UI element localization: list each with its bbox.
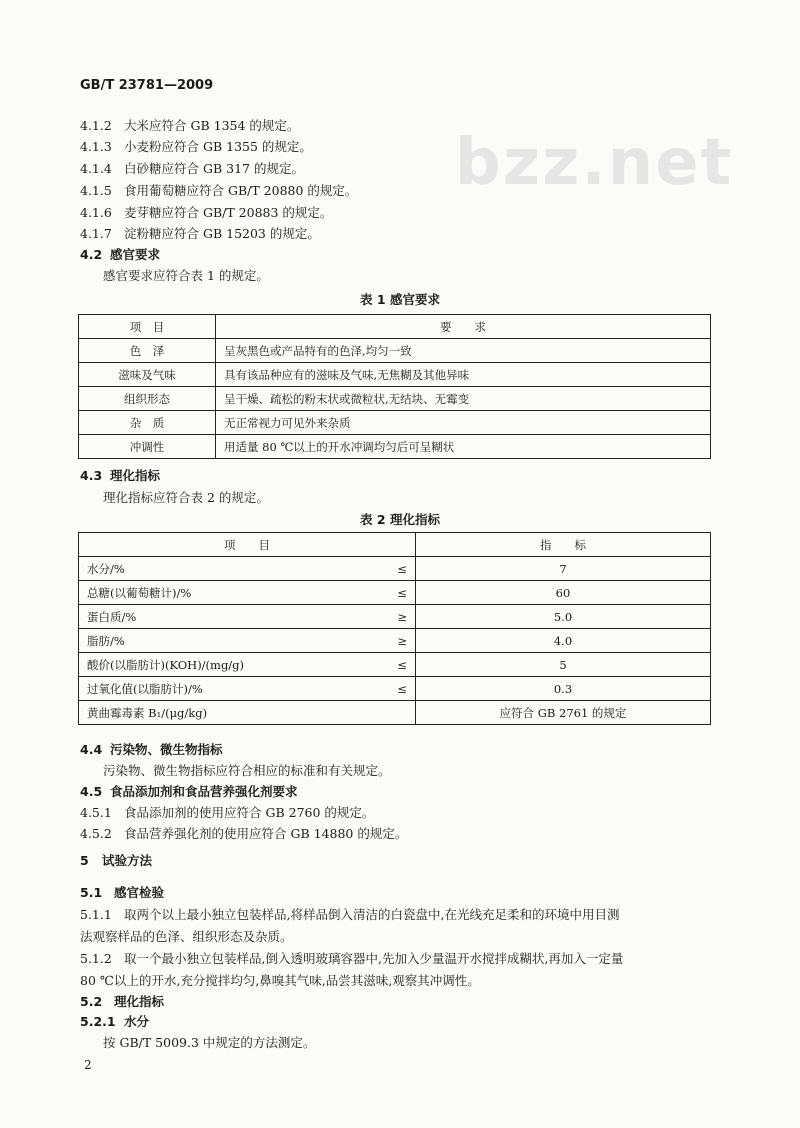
header-cell: 项 目 bbox=[79, 315, 216, 339]
relation-cell: ≤ bbox=[385, 677, 416, 701]
section-heading bbox=[80, 1014, 149, 1030]
clause-number: 4.1.3 bbox=[80, 139, 112, 154]
clause bbox=[80, 118, 299, 134]
section-heading bbox=[80, 468, 160, 484]
relation-cell: ≤ bbox=[385, 557, 416, 581]
section-title: 理化指标 bbox=[110, 468, 161, 483]
clause-text: 取一个最小独立包装样品,倒入透明玻璃容器中,先加入少量温开水搅拌成糊状,再加入一定量 bbox=[124, 951, 624, 966]
watermark: bzz.net bbox=[455, 126, 734, 200]
item-cell: 色 泽 bbox=[79, 339, 216, 363]
clause bbox=[80, 183, 357, 199]
clause-number: 5.1.2 bbox=[80, 951, 112, 966]
section-number: 5.2 bbox=[80, 994, 103, 1009]
value-cell: 7 bbox=[416, 557, 711, 581]
relation-cell: ≤ bbox=[385, 581, 416, 605]
clause-text: 大米应符合 GB 1354 的规定。 bbox=[124, 118, 300, 133]
header-cell: 指 标 bbox=[416, 533, 711, 557]
section-heading bbox=[80, 784, 298, 800]
clause-continuation: 80 ℃以上的开水,充分搅拌均匀,鼻嗅其气味,品尝其滋味,观察其冲调性。 bbox=[80, 973, 480, 988]
clause-number: 4.1.2 bbox=[80, 118, 112, 133]
document-header: GB/T 23781—2009 bbox=[80, 78, 214, 93]
table-row bbox=[79, 339, 711, 363]
item-cell: 过氧化值(以脂肪计)/% bbox=[79, 677, 386, 701]
value-cell: 0.3 bbox=[416, 677, 711, 701]
paragraph: 污染物、微生物指标应符合相应的标准和有关规定。 bbox=[103, 763, 391, 778]
table-row bbox=[79, 435, 711, 459]
table-row bbox=[79, 605, 711, 629]
section-number: 4.4 bbox=[80, 742, 103, 757]
table-row bbox=[79, 581, 711, 605]
physicochemical-table bbox=[78, 532, 711, 725]
value-cell: 5 bbox=[416, 653, 711, 677]
value-cell: 应符合 GB 2761 的规定 bbox=[416, 701, 711, 725]
requirement-cell: 呈灰黑色或产品特有的色泽,均匀一致 bbox=[216, 339, 711, 363]
paragraph: 感官要求应符合表 1 的规定。 bbox=[103, 268, 269, 283]
section-title: 食品添加剂和食品营养强化剂要求 bbox=[110, 784, 298, 799]
clause-number: 4.1.4 bbox=[80, 161, 112, 176]
section-heading bbox=[80, 994, 164, 1010]
requirement-cell: 具有该品种应有的滋味及气味,无焦糊及其他异味 bbox=[216, 363, 711, 387]
table-header-row bbox=[79, 533, 711, 557]
item-cell: 杂 质 bbox=[79, 411, 216, 435]
value-cell: 5.0 bbox=[416, 605, 711, 629]
chapter-number: 5 bbox=[80, 853, 89, 868]
clause bbox=[80, 139, 312, 155]
clause bbox=[80, 161, 304, 177]
table-row bbox=[79, 653, 711, 677]
clause-number: 5.1.1 bbox=[80, 907, 112, 922]
table-row bbox=[79, 701, 711, 725]
item-cell: 水分/% bbox=[79, 557, 386, 581]
section-number: 4.5 bbox=[80, 784, 103, 799]
section-heading bbox=[80, 885, 164, 901]
table-row bbox=[79, 557, 711, 581]
clause bbox=[80, 805, 374, 821]
table-row bbox=[79, 387, 711, 411]
clause bbox=[80, 907, 619, 923]
section-title: 理化指标 bbox=[114, 994, 165, 1009]
section-number: 4.2 bbox=[80, 247, 103, 262]
clause-text: 小麦粉应符合 GB 1355 的规定。 bbox=[124, 139, 312, 154]
section-heading bbox=[80, 247, 160, 263]
clause-text: 淀粉糖应符合 GB 15203 的规定。 bbox=[124, 226, 320, 241]
sensory-table bbox=[78, 314, 711, 459]
requirement-cell: 用适量 80 ℃以上的开水冲调均匀后可呈糊状 bbox=[216, 435, 711, 459]
relation-cell: ≥ bbox=[385, 629, 416, 653]
table-row bbox=[79, 629, 711, 653]
chapter-heading bbox=[80, 853, 152, 869]
relation-cell: ≥ bbox=[385, 605, 416, 629]
section-title: 水分 bbox=[124, 1014, 150, 1029]
clause-number: 4.5.1 bbox=[80, 805, 112, 820]
table-row bbox=[79, 411, 711, 435]
clause-text: 食品添加剂的使用应符合 GB 2760 的规定。 bbox=[124, 805, 375, 820]
header-cell: 项 目 bbox=[79, 533, 416, 557]
section-number: 5.2.1 bbox=[80, 1014, 116, 1029]
requirement-cell: 呈干燥、疏松的粉末状或微粒状,无结块、无霉变 bbox=[216, 387, 711, 411]
table-caption: 表 1 感官要求 bbox=[360, 292, 440, 307]
section-number: 4.3 bbox=[80, 468, 103, 483]
clause-text: 食品营养强化剂的使用应符合 GB 14880 的规定。 bbox=[124, 826, 408, 841]
section-title: 感官要求 bbox=[110, 247, 161, 262]
item-cell: 酸价(以脂肪计)(KOH)/(mg/g) bbox=[79, 653, 386, 677]
section-heading bbox=[80, 742, 223, 758]
clause-number: 4.1.5 bbox=[80, 183, 112, 198]
value-cell: 60 bbox=[416, 581, 711, 605]
clause-text: 食用葡萄糖应符合 GB/T 20880 的规定。 bbox=[124, 183, 358, 198]
section-title: 感官检验 bbox=[114, 885, 165, 900]
clause bbox=[80, 226, 320, 242]
table-header-row bbox=[79, 315, 711, 339]
clause-text: 取两个以上最小独立包装样品,将样品倒入清洁的白瓷盘中,在光线充足柔和的环境中用目测 bbox=[124, 907, 620, 922]
paragraph: 理化指标应符合表 2 的规定。 bbox=[103, 490, 269, 505]
section-number: 5.1 bbox=[80, 885, 103, 900]
item-cell: 总糖(以葡萄糖计)/% bbox=[79, 581, 386, 605]
value-cell: 4.0 bbox=[416, 629, 711, 653]
item-cell: 滋味及气味 bbox=[79, 363, 216, 387]
table-row bbox=[79, 677, 711, 701]
clause bbox=[80, 951, 623, 967]
page-number: 2 bbox=[84, 1058, 92, 1072]
paragraph: 按 GB/T 5009.3 中规定的方法测定。 bbox=[103, 1035, 316, 1050]
table-caption: 表 2 理化指标 bbox=[360, 512, 440, 527]
item-cell: 黄曲霉毒素 B₁/(μg/kg) bbox=[79, 701, 386, 725]
relation-cell bbox=[385, 701, 416, 725]
section-title: 污染物、微生物指标 bbox=[110, 742, 223, 757]
item-cell: 蛋白质/% bbox=[79, 605, 386, 629]
clause-number: 4.5.2 bbox=[80, 826, 112, 841]
clause-number: 4.1.7 bbox=[80, 226, 112, 241]
table-row bbox=[79, 363, 711, 387]
header-cell: 要 求 bbox=[216, 315, 711, 339]
relation-cell: ≤ bbox=[385, 653, 416, 677]
clause-text: 白砂糖应符合 GB 317 的规定。 bbox=[124, 161, 304, 176]
item-cell: 组织形态 bbox=[79, 387, 216, 411]
chapter-title: 试验方法 bbox=[102, 853, 153, 868]
clause-continuation: 法观察样品的色泽、组织形态及杂质。 bbox=[80, 929, 293, 944]
item-cell: 脂肪/% bbox=[79, 629, 386, 653]
clause bbox=[80, 826, 407, 842]
clause bbox=[80, 205, 332, 221]
clause-number: 4.1.6 bbox=[80, 205, 112, 220]
requirement-cell: 无正常视力可见外来杂质 bbox=[216, 411, 711, 435]
item-cell: 冲调性 bbox=[79, 435, 216, 459]
clause-text: 麦芽糖应符合 GB/T 20883 的规定。 bbox=[124, 205, 333, 220]
